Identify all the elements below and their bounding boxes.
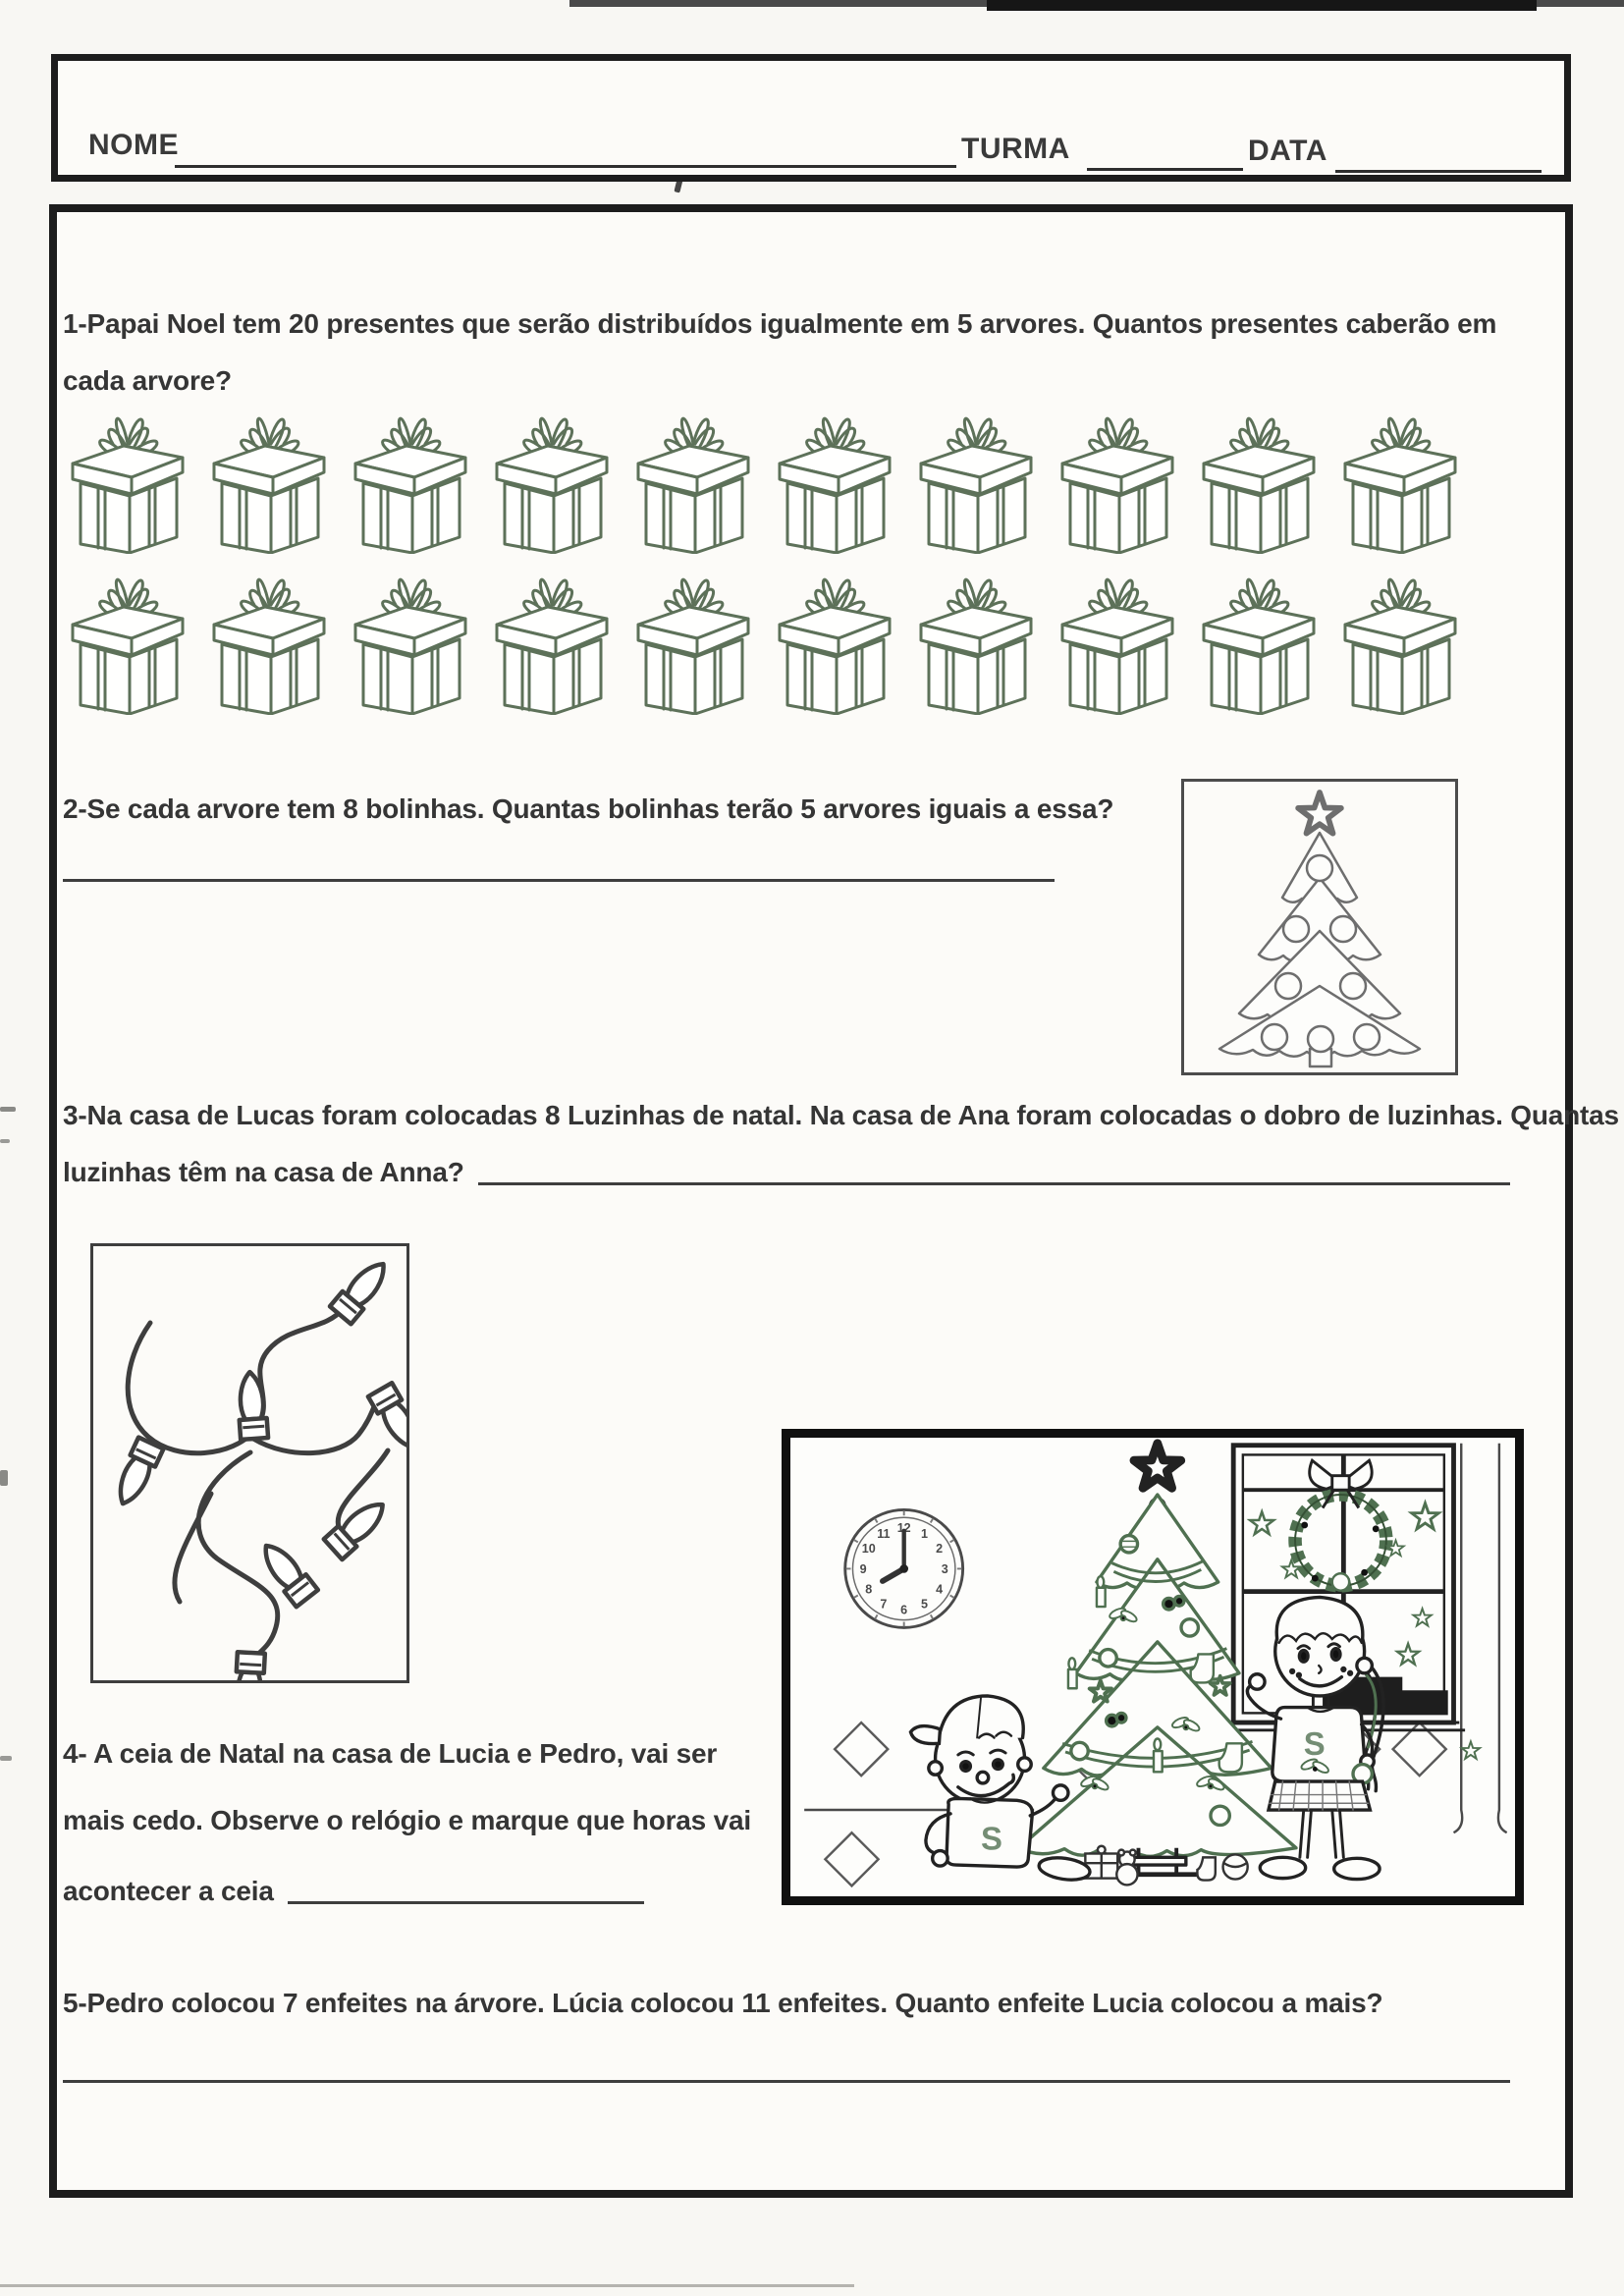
gift-box-icon (198, 401, 336, 554)
question-5-answer-line (63, 2080, 1510, 2083)
svg-text:1: 1 (920, 1526, 928, 1541)
scan-edge-tick (0, 1139, 10, 1143)
christmas-tree-box (1181, 779, 1458, 1075)
question-2-answer-line (63, 879, 1055, 882)
svg-text:8: 8 (865, 1582, 873, 1597)
scan-artifact-top-smudge (987, 0, 1537, 11)
scan-artifact-bottom-line (0, 2284, 854, 2287)
class-blank-line (1087, 168, 1243, 171)
scan-edge-tick (0, 1756, 12, 1761)
svg-text:11: 11 (877, 1526, 891, 1541)
presents-row (57, 401, 1467, 554)
svg-text:9: 9 (859, 1561, 867, 1576)
class-label: TURMA (961, 133, 1070, 165)
christmas-scene-box (782, 1429, 1524, 1905)
christmas-lights-box (90, 1243, 409, 1683)
presents-row (57, 562, 1467, 715)
svg-text:5: 5 (920, 1597, 928, 1612)
question-2-text: 2-Se cada arvore tem 8 bolinhas. Quantas bolinhas terão 5 arvores iguais a essa? (63, 793, 1114, 824)
gift-box-icon (1329, 401, 1467, 554)
boy-sweater-letter: S (980, 1820, 1002, 1857)
gift-box-icon (481, 562, 619, 715)
light-bulbs (110, 1255, 406, 1680)
header-box (51, 54, 1571, 182)
tree-star-icon (1298, 793, 1341, 834)
question-1-line-2: cada arvore? (63, 365, 232, 396)
christmas-tree-illustration (1184, 782, 1455, 1072)
svg-text:4: 4 (936, 1582, 944, 1597)
svg-text:7: 7 (880, 1597, 888, 1612)
svg-text:3: 3 (941, 1561, 948, 1576)
scan-edge-tick (0, 1470, 8, 1486)
gift-box-icon (623, 401, 760, 554)
christmas-scene-illustration (790, 1438, 1515, 1896)
gift-box-icon (57, 401, 194, 554)
name-blank-line (175, 165, 956, 168)
question-4-line-2: mais cedo. Observe o relógio e marque que horas vai (63, 1805, 751, 1835)
gift-box-icon (198, 562, 336, 715)
christmas-lights-illustration (93, 1246, 406, 1680)
name-label: NOME (88, 129, 179, 161)
gift-box-icon (764, 562, 901, 715)
question-4-number: 4 (63, 1738, 79, 1769)
svg-text:2: 2 (936, 1541, 944, 1556)
question-5-number: 5 (63, 1988, 79, 2018)
gift-box-icon (905, 401, 1043, 554)
question-4-line-3: acontecer a ceia (63, 1870, 644, 1909)
boy-character (910, 1696, 1091, 1883)
date-label: DATA (1248, 135, 1327, 167)
wall-clock (845, 1509, 963, 1627)
question-3-number: 3 (63, 1100, 79, 1130)
gift-box-icon (340, 401, 477, 554)
svg-text:10: 10 (861, 1541, 876, 1556)
girl-sweater-letter: S (1303, 1724, 1326, 1762)
question-3-answer-line (478, 1182, 1510, 1185)
gift-box-icon (340, 562, 477, 715)
date-blank-line (1335, 170, 1542, 173)
question-3-line-1: 3-Na casa de Lucas foram colocadas 8 Luzinhas de natal. Na casa de Ana foram colocadas o dobro de luzinhas. Quantas (63, 1100, 1619, 1130)
gift-box-icon (1329, 562, 1467, 715)
question-4-answer-line (288, 1901, 644, 1904)
gift-box-icon (623, 562, 760, 715)
gift-box-icon (57, 562, 194, 715)
lights-wire (128, 1309, 388, 1663)
gift-box-icon (481, 401, 619, 554)
scene-tree-star-icon (1134, 1444, 1181, 1488)
gift-box-icon (905, 562, 1043, 715)
svg-text:6: 6 (900, 1603, 908, 1617)
question-2-number: 2 (63, 793, 79, 824)
scan-edge-tick (0, 1107, 16, 1112)
gift-box-icon (764, 401, 901, 554)
question-1-line-1: 1-Papai Noel tem 20 presentes que serão distribuídos igualmente em 5 arvores. Quantos presentes caberão em (63, 308, 1497, 339)
question-5-text: 5-Pedro colocou 7 enfeites na árvore. Lúcia colocou 11 enfeites. Quanto enfeite Lucia colocou a mais? (63, 1988, 1383, 2018)
presents-illustration (57, 401, 1467, 723)
gift-box-icon (1188, 401, 1326, 554)
gift-box-icon (1047, 562, 1184, 715)
question-3-line-2: luzinhas têm na casa de Anna? (63, 1149, 1510, 1190)
gift-box-icon (1047, 401, 1184, 554)
gift-box-icon (1188, 562, 1326, 715)
question-1-number: 1 (63, 308, 79, 339)
question-4-line-1: 4- A ceia de Natal na casa de Lucia e Pedro, vai ser (63, 1738, 718, 1769)
svg-text:12: 12 (896, 1521, 911, 1536)
